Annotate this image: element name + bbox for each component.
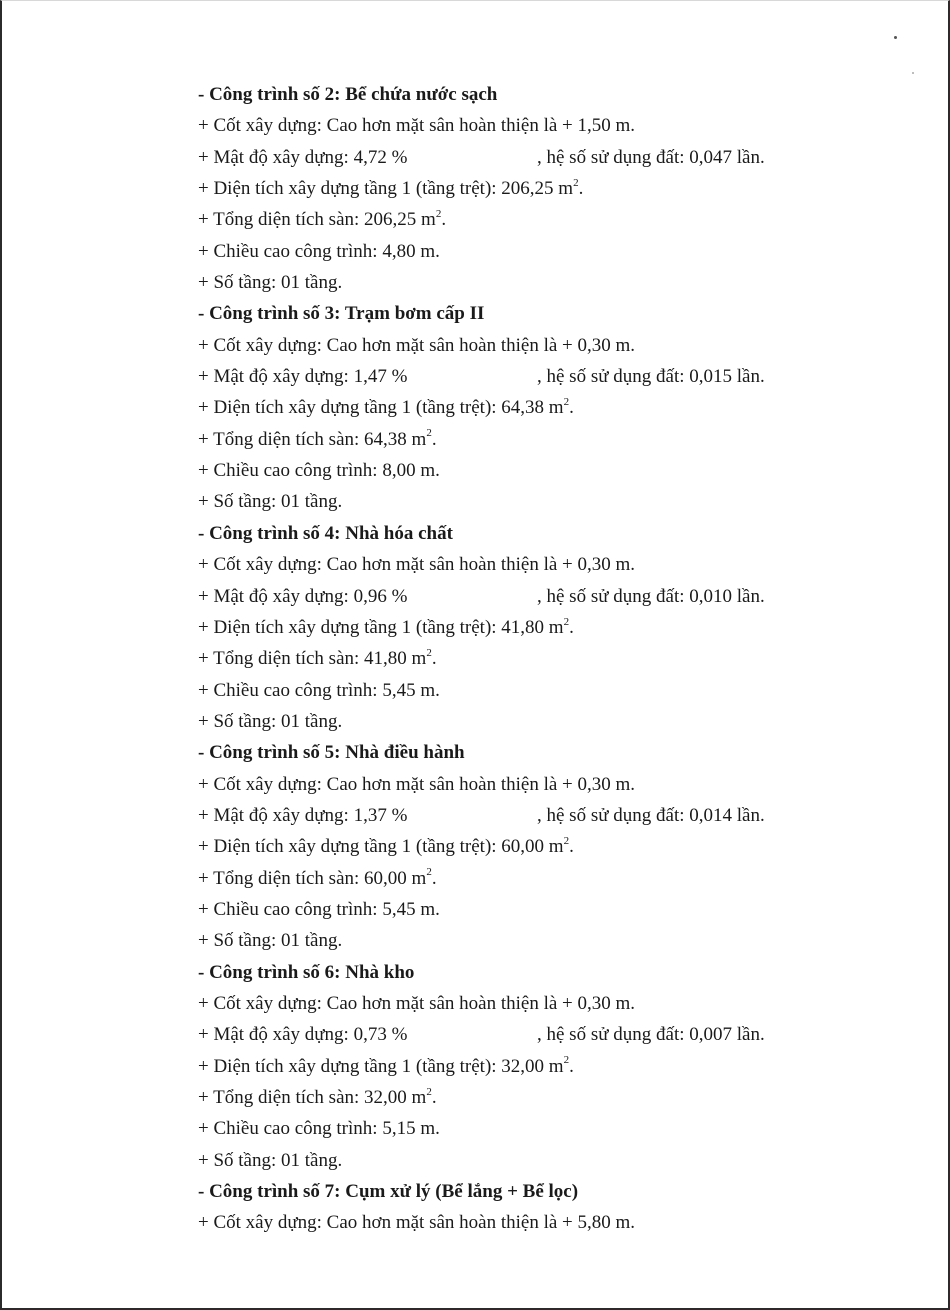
tong-san-line [198,424,898,455]
cot-xay-dung-line: + Cốt xây dựng: Cao hơn mặt sân hoàn thiện là + 0,30 m. [198,773,636,795]
unit-superscript: 2 [426,866,432,879]
unit-superscript: 2 [426,1085,432,1098]
unit-superscript: 2 [435,208,442,221]
tong-san-text: + Tổng diện tích sàn: 41,80 m [198,648,427,670]
tong-san-text: + Tổng diện tích sàn: 206,25 m [198,209,436,231]
tong-san-line [198,643,898,674]
line-end: . [569,616,574,638]
tong-san-text: + Tổng diện tích sàn: 60,00 m [198,867,427,889]
he-so-text: , hệ số sử dụng đất: 0,007 lần. [537,1024,765,1046]
dien-tich-text: + Diện tích xây dựng tầng 1 (tầng trệt): 64,38 m [198,397,564,419]
cot-xay-dung-line: + Cốt xây dựng: Cao hơn mặt sân hoàn thiện là + 5,80 m. [198,1212,636,1234]
tong-san-line [198,204,898,235]
mat-do-line [198,142,898,173]
line-end: . [431,648,437,670]
scan-speck [894,36,897,39]
dien-tich-text: + Diện tích xây dựng tầng 1 (tầng trệt): 60,00 m [198,836,564,858]
unit-superscript: 2 [563,834,570,847]
mat-do-line [198,1019,898,1050]
mat-do-text: + Mật độ xây dựng: 0,96 % [198,585,408,607]
section-heading: - Công trình số 7: Cụm xử lý (Bể lắng + Bể lọc) [198,1181,579,1203]
unit-superscript: 2 [563,396,570,409]
tong-san-text: + Tổng diện tích sàn: 64,38 m [198,428,427,450]
line-end: . [569,397,574,419]
mat-do-text: + Mật độ xây dựng: 1,47 % [198,366,408,388]
mat-do-line [198,800,898,831]
dien-tich-text: + Diện tích xây dựng tầng 1 (tầng trệt): 41,80 m [198,616,564,638]
unit-superscript: 2 [563,615,570,628]
cot-xay-dung-line: + Cốt xây dựng: Cao hơn mặt sân hoàn thiện là + 0,30 m. [198,992,636,1014]
he-so-text: , hệ số sử dụng đất: 0,014 lần. [537,804,765,826]
unit-superscript: 2 [573,176,579,189]
line-end: . [431,1087,437,1108]
cot-xay-dung-line: + Cốt xây dựng: Cao hơn mặt sân hoàn thiện là + 1,50 m. [198,115,636,137]
mat-do-line [198,581,898,612]
dien-tich-line [198,1051,898,1082]
tong-san-text: + Tổng diện tích sàn: 32,00 m [198,1087,427,1108]
line-end: . [431,867,437,889]
so-tang-line: + Số tầng: 01 tầng. [198,930,343,952]
chieu-cao-line: + Chiều cao công trình: 5,15 m. [198,1118,440,1140]
document-body [198,79,898,1239]
dien-tich-line [198,831,898,862]
dien-tich-text: + Diện tích xây dựng tầng 1 (tầng trệt): 32,00 m [198,1055,564,1077]
he-so-text: , hệ số sử dụng đất: 0,047 lần. [537,146,765,168]
section-heading: - Công trình số 2: Bể chứa nước sạch [198,84,498,105]
so-tang-line: + Số tầng: 01 tầng. [198,710,343,732]
unit-superscript: 2 [426,646,432,659]
section-heading: - Công trình số 5: Nhà điều hành [198,742,465,764]
chieu-cao-line: + Chiều cao công trình: 5,45 m. [198,679,440,701]
mat-do-text: + Mật độ xây dựng: 0,73 % [198,1024,408,1046]
chieu-cao-line: + Chiều cao công trình: 4,80 m. [198,240,440,262]
unit-superscript: 2 [426,427,432,440]
line-end: . [569,836,574,858]
line-end: . [569,1055,574,1077]
cot-xay-dung-line: + Cốt xây dựng: Cao hơn mặt sân hoàn thiện là + 0,30 m. [198,554,636,576]
mat-do-line [198,361,898,392]
cot-xay-dung-line: + Cốt xây dựng: Cao hơn mặt sân hoàn thiện là + 0,30 m. [198,334,636,356]
section-heading: - Công trình số 6: Nhà kho [198,961,415,983]
line-end: . [441,209,447,231]
dien-tich-line [198,392,898,423]
tong-san-line [198,1082,898,1113]
so-tang-line: + Số tầng: 01 tầng. [198,491,343,513]
scan-speck [912,72,914,74]
mat-do-text: + Mật độ xây dựng: 4,72 % [198,146,408,168]
chieu-cao-line: + Chiều cao công trình: 8,00 m. [198,460,440,482]
tong-san-line [198,863,898,894]
dien-tich-line [198,173,898,204]
dien-tich-line [198,612,898,643]
he-so-text: , hệ số sử dụng đất: 0,015 lần. [537,366,765,388]
so-tang-line: + Số tầng: 01 tầng. [198,272,343,294]
chieu-cao-line: + Chiều cao công trình: 5,45 m. [198,898,440,920]
dien-tich-text: + Diện tích xây dựng tầng 1 (tầng trệt): 206,25 m [198,178,574,200]
line-end: . [431,428,437,450]
unit-superscript: 2 [563,1054,570,1067]
section-heading: - Công trình số 4: Nhà hóa chất [198,522,453,544]
line-end: . [578,178,584,200]
section-heading: - Công trình số 3: Trạm bơm cấp II [198,303,485,325]
so-tang-line: + Số tầng: 01 tầng. [198,1149,343,1171]
mat-do-text: + Mật độ xây dựng: 1,37 % [198,804,408,826]
he-so-text: , hệ số sử dụng đất: 0,010 lần. [537,585,765,607]
